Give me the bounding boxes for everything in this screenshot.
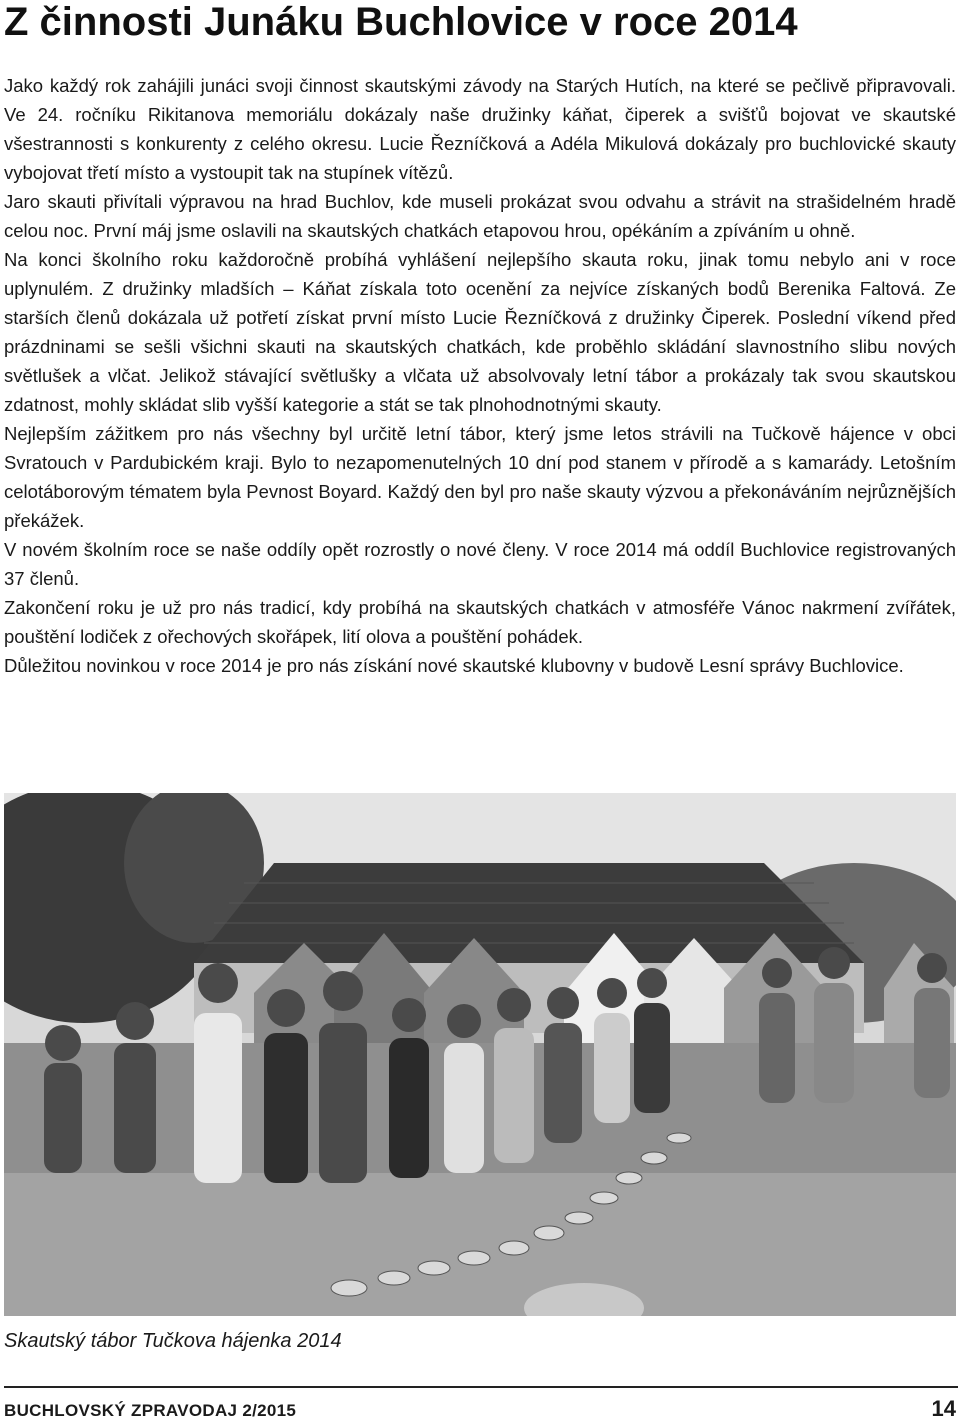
photo-caption: Skautský tábor Tučkova hájenka 2014	[4, 1330, 342, 1352]
article-paragraph: Jaro skauti přivítali výpravou na hrad Buchlov, kde museli prokázat svou odvahu a strávit na strašidelném hradě celou noc. První máj jsme oslavili na skautských chatkách etapovou hrou, opékáním a zpíváním u ohně.	[4, 191, 956, 241]
camp-photo-illustration	[4, 793, 956, 1316]
article-paragraph: Na konci školního roku každoročně probíhá vyhlášení nejlepšího skauta roku, jinak tomu nebylo ani v roce uplynulém. Z družinky mladších – Káňat získala toto ocenění za nejvíce získaných bodů Berenika Faltová. Ze starších členů dokázala už potřetí získat první místo Lucie Řezníčková z družinky Čiperek. Poslední víkend před prázdninami se sešli všichni skauti na skautských chatkách, kde proběhlo skládání slavnostního slibu nových světlušek a vlčat. Jelikož stávající světlušky a vlčata už absolvovaly letní tábor a prokázaly tak svou skautskou zdatnost, mohly skládat slib vyšší kategorie a stát se tak plnohodnotnými skauty.	[4, 249, 956, 415]
article-paragraph: Jako každý rok zahájili junáci svoji činnost skautskými závody na Starých Hutích, na které se pečlivě připravovali. Ve 24. ročníku Rikitanova memoriálu dokázaly naše družinky káňat, čiperek a svišťů bojovat ve skautské všestrannosti s konkurenty z celého okresu. Lucie Řezníčková a Adéla Mikulová dokázaly pro buchlovické skauty vybojovat třetí místo a vystoupit tak na stupínek vítězů.	[4, 75, 956, 183]
camp-photo	[4, 793, 956, 1316]
article-paragraph: V novém školním roce se naše oddíly opět rozrostly o nové členy. V roce 2014 má oddíl Buchlovice registrovaných 37 členů.	[4, 539, 956, 589]
article-paragraph: Nejlepším zážitkem pro nás všechny byl určitě letní tábor, který jsme letos strávili na Tučkově hájence v obci Svratouch v Pardubickém kraji. Bylo to nezapomenutelných 10 dní pod stanem v přírodě a s kamarády. Letošním celotáborovým tématem byla Pevnost Boyard. Každý den byl pro naše skauty výzvou a překonáváním nejrůznějších překážek.	[4, 423, 956, 531]
article-paragraph: Důležitou novinkou v roce 2014 je pro nás získání nové skautské klubovny v budově Lesní správy Buchlovice.	[4, 655, 904, 676]
page-number: 14	[931, 1396, 956, 1421]
publication-name: BUCHLOVSKÝ ZPRAVODAJ 2/2015	[4, 1401, 297, 1420]
article-title: Z činnosti Junáku Buchlovice v roce 2014	[4, 0, 798, 44]
article-paragraph: Zakončení roku je už pro nás tradicí, kdy probíhá na skautských chatkách v atmosféře Vánoc nakrmení zvířátek, pouštění lodiček z ořechových skořápek, lití olova a pouštění pohádek.	[4, 597, 956, 647]
footer-divider	[4, 1386, 958, 1388]
article-body	[4, 71, 956, 680]
